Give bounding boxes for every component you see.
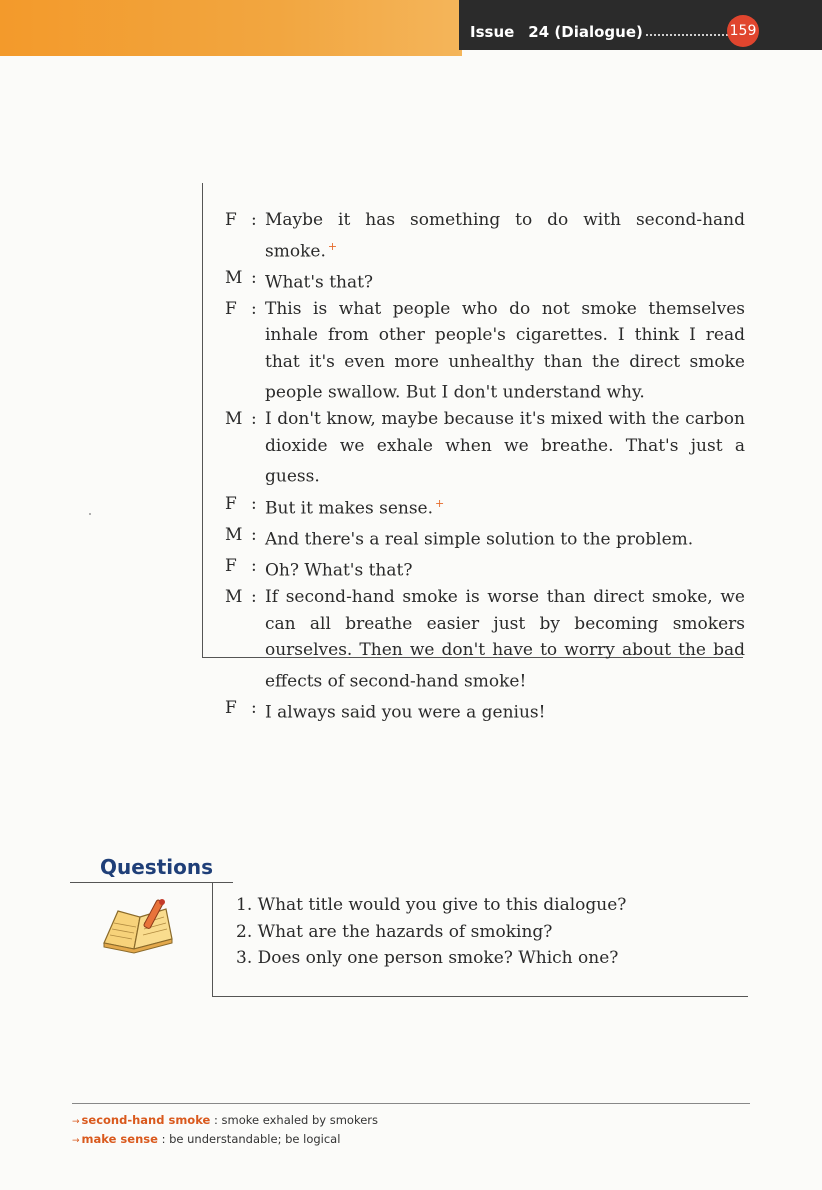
- running-header: [470, 20, 732, 44]
- dialogue-text-body: If second-hand smoke is worse than direct smoke, we can all breathe easier just by becoming smokers ourselves. Then we don't have to worry about the bad effects of second-hand smoke!: [265, 587, 745, 692]
- speaker-colon: :: [251, 587, 257, 608]
- dialogue-text-body: But it makes sense.: [265, 498, 434, 519]
- dialogue-text-body: I don't know, maybe because it's mixed with the carbon dioxide we exhale when we breathe. That's just a guess.: [265, 409, 745, 488]
- speaker-colon: :: [251, 210, 257, 230]
- questions-list: [236, 892, 736, 972]
- header-dot-leader: [646, 24, 732, 36]
- speaker-label: M: [225, 587, 243, 608]
- footnote-definition: : be understandable; be logical: [157, 1132, 341, 1146]
- speaker-label: F: [225, 697, 237, 718]
- question-item: 3. Does only one person smoke? Which one?: [236, 948, 619, 968]
- dialogue-line: [225, 553, 745, 584]
- speaker-colon: :: [251, 524, 257, 545]
- footnote-term: make sense: [81, 1132, 158, 1146]
- dialogue-text-body: Maybe it has something to do with second-hand smoke.: [265, 210, 745, 262]
- speaker-label: F: [225, 210, 237, 230]
- speaker-colon: :: [251, 555, 257, 576]
- dialogue-text: [265, 406, 745, 490]
- dialogue-line: [225, 522, 745, 553]
- dialogue: [225, 207, 745, 726]
- header-orange-band: [0, 0, 462, 56]
- dialogue-text-body: What's that?: [265, 272, 374, 293]
- arrow-icon: →: [72, 1117, 80, 1127]
- dialogue-text: [265, 296, 745, 407]
- speaker-label: M: [225, 267, 243, 288]
- speaker-colon: :: [251, 697, 257, 718]
- vocab-marker-icon: +: [435, 496, 445, 510]
- question-item: 1. What title would you give to this dialogue?: [236, 895, 627, 915]
- dialogue-line: [225, 265, 745, 296]
- speaker-label: M: [225, 524, 243, 545]
- dialogue-line: [225, 207, 745, 265]
- question-item: 2. What are the hazards of smoking?: [236, 921, 553, 942]
- speaker-colon: :: [251, 298, 257, 319]
- speaker-label: F: [225, 493, 237, 514]
- dialogue-line: [225, 296, 745, 407]
- dialogue-text-body: This is what people who do not smoke themselves inhale from other people's cigarettes. I think I read that it's even more unhealthy than the direct smoke people swallow. But I don't understand why.: [265, 298, 745, 403]
- header-section-title: 24 (Dialogue): [528, 23, 643, 41]
- dialogue-text-body: I always said you were a genius!: [265, 702, 546, 723]
- arrow-icon: →: [72, 1136, 80, 1146]
- speaker-colon: :: [251, 409, 257, 430]
- questions-heading: Questions: [100, 855, 214, 879]
- footnote-definition: : smoke exhaled by smokers: [210, 1113, 379, 1127]
- footnote: [72, 1112, 378, 1131]
- dialogue-line: [225, 491, 745, 522]
- questions-heading-rule: [70, 882, 233, 883]
- dialogue-text: [265, 491, 745, 522]
- dialogue-text: [265, 207, 745, 265]
- speaker-colon: :: [251, 267, 257, 288]
- dialogue-text-body: Oh? What's that?: [265, 560, 413, 581]
- speaker-label: M: [225, 409, 243, 430]
- dialogue-text: [265, 265, 745, 296]
- speaker-colon: :: [251, 493, 257, 514]
- footnotes: [72, 1112, 378, 1150]
- speaker-label: F: [225, 298, 237, 319]
- footnote: [72, 1131, 378, 1150]
- dialogue-text: [265, 695, 745, 726]
- dialogue-line: [225, 406, 745, 490]
- dialogue-line: [225, 695, 745, 726]
- book-pencil-icon: [100, 897, 176, 955]
- speaker-label: F: [225, 555, 237, 576]
- header-issue-label: Issue: [470, 23, 515, 41]
- dialogue-text: [265, 522, 745, 553]
- vocab-marker-icon: +: [327, 239, 338, 253]
- dialogue-text: [265, 584, 745, 695]
- dialogue-text-body: And there's a real simple solution to the problem.: [265, 529, 694, 550]
- page-number-badge: 159: [727, 15, 759, 47]
- dialogue-line: [225, 584, 745, 695]
- dialogue-text: [265, 553, 745, 584]
- scan-speck: [89, 513, 91, 515]
- footnote-rule: [72, 1103, 750, 1104]
- footnote-term: second-hand smoke: [81, 1113, 211, 1127]
